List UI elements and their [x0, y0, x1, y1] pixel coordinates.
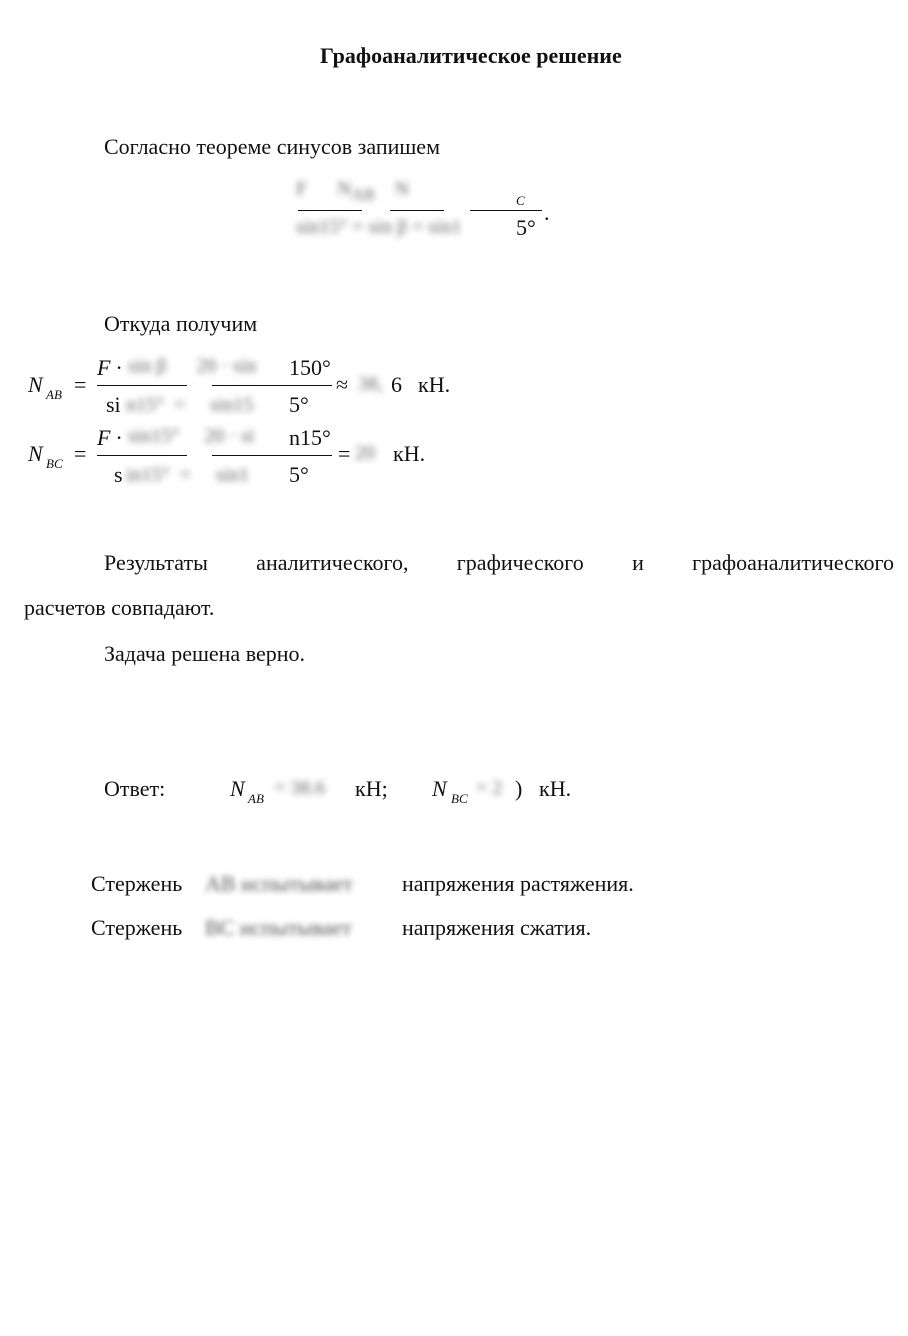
nab-sub: AB — [46, 387, 62, 402]
nbc-sub: BC — [46, 456, 63, 471]
rod-bc-end: напряжения сжатия. — [402, 915, 592, 940]
rod-ab-end: напряжения растяжения. — [402, 871, 634, 896]
rod-bc-start: Стержень — [91, 915, 183, 940]
whence-text: Откуда получим — [104, 311, 258, 336]
nbc-den2: 5° — [289, 462, 309, 487]
fraction-bar — [298, 210, 362, 211]
nab-unit: кН. — [418, 372, 451, 397]
answer-n1: N — [230, 776, 245, 801]
answer-tail2: ) — [515, 776, 523, 801]
answer-sub2: BC — [451, 791, 468, 806]
nab-eq: = — [74, 372, 87, 397]
nbc-num1: F · — [97, 425, 122, 450]
correct-text: Задача решена верно. — [104, 641, 305, 666]
sine-rule-sub: C — [516, 193, 525, 208]
nab-den1: si — [106, 392, 121, 417]
nab-den2: 5° — [289, 392, 309, 417]
fraction-bar — [212, 455, 332, 456]
answer-unit2: кН. — [539, 776, 572, 801]
nbc-unit: кН. — [393, 441, 426, 466]
intro-text: Согласно теореме синусов запишем — [104, 134, 440, 159]
fraction-bar — [212, 385, 332, 386]
fraction-bar — [97, 385, 187, 386]
nbc-eq2: = — [338, 441, 351, 466]
nbc-num2: n15° — [289, 425, 331, 450]
nbc-den1: s — [114, 462, 123, 487]
nab-num1: F · — [97, 355, 122, 380]
results-line-1: Результаты аналитического, графического и графоаналитического — [104, 550, 894, 575]
nab-value-tail: 6 — [391, 372, 402, 397]
rod-ab-start: Стержень — [91, 871, 183, 896]
nab-symbol: N — [28, 372, 43, 397]
answer-sub1: AB — [248, 791, 264, 806]
nbc-symbol: N — [28, 441, 43, 466]
nab-num2: 150° — [289, 355, 331, 380]
results-line-2: расчетов совпадают. — [24, 595, 215, 620]
nab-approx: ≈ — [336, 372, 349, 397]
nbc-eq: = — [74, 441, 87, 466]
answer-unit1: кН; — [355, 776, 388, 801]
sine-rule-end: . — [544, 200, 550, 225]
sine-rule-blurred: F $N_{AB}$ N — [296, 178, 410, 204]
fraction-bar — [390, 210, 444, 211]
fraction-bar — [470, 210, 542, 211]
sine-rule-den: 5° — [516, 215, 536, 240]
answer-label: Ответ: — [104, 776, 166, 801]
page-title: Графоаналитическое решение — [320, 43, 622, 68]
answer-n2: N — [432, 776, 447, 801]
fraction-bar — [97, 455, 187, 456]
